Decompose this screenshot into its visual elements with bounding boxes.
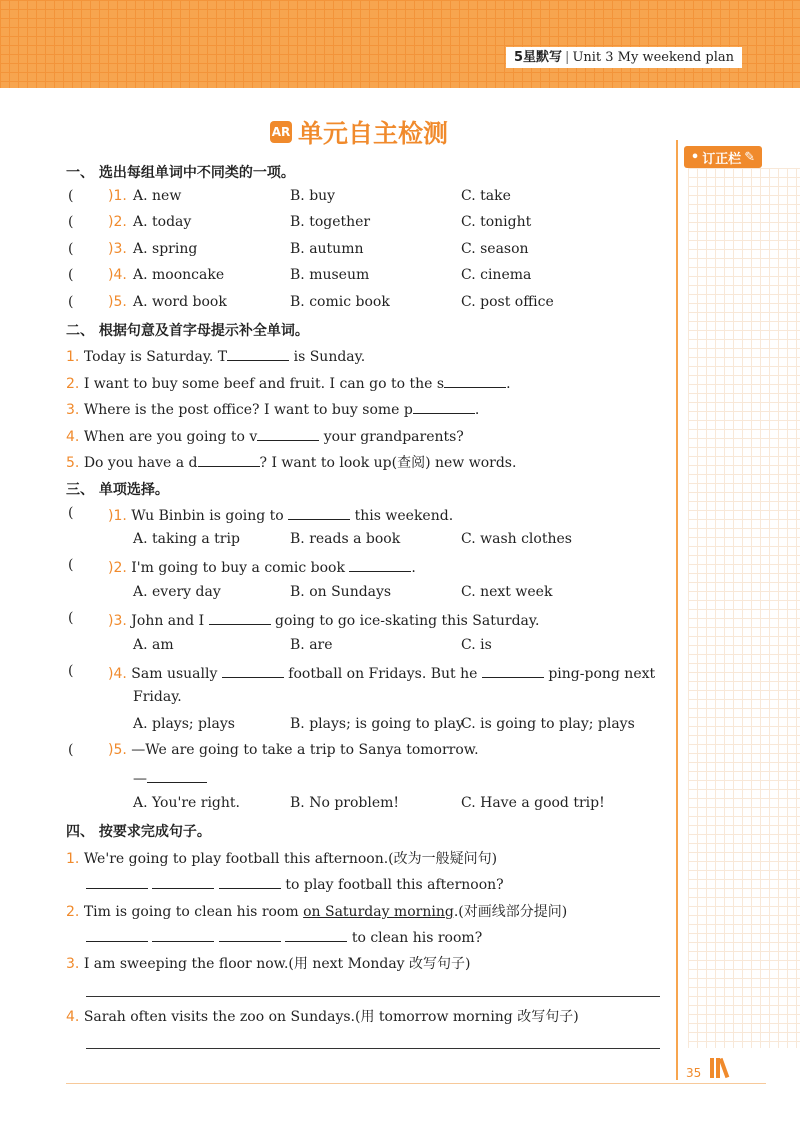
question-text: your grandparents?: [319, 429, 464, 445]
option-c: C. is going to play; plays: [461, 716, 635, 732]
question-text: When are you going to v: [83, 429, 258, 445]
question-text: Do you have a d: [83, 455, 198, 471]
answer-paren: (: [68, 505, 74, 521]
section-4-heading: 四、 按要求完成句子。: [66, 824, 211, 840]
correction-grid: [688, 168, 800, 1048]
option-b: B. No problem!: [290, 795, 400, 811]
answer-blank[interactable]: [152, 927, 214, 942]
question-text: Sam usually: [131, 666, 218, 682]
question-stem: [66, 848, 497, 868]
question-text: We're going to play football this afternoon.(改为一般疑问句): [83, 851, 498, 867]
question-number: 1.: [66, 851, 80, 867]
option-b: B. buy: [290, 188, 336, 204]
answer-paren: (: [68, 188, 74, 204]
option-b: B. on Sundays: [290, 584, 392, 600]
header-unit: Unit 3 My weekend plan: [572, 50, 734, 65]
question-text: Where is the post office? I want to buy some p: [83, 402, 413, 418]
option-c: C. is: [461, 637, 492, 653]
answer-blank[interactable]: [349, 557, 411, 572]
answer-line-row: [86, 927, 482, 946]
option-c: C. wash clothes: [461, 531, 572, 547]
question-stem: [66, 901, 567, 921]
question-number: )4.: [108, 267, 127, 283]
question-text: to clean his room?: [351, 930, 483, 946]
part2-q3: [66, 399, 479, 418]
option-a: A. every day: [133, 584, 221, 600]
question-text: is Sunday.: [289, 349, 366, 365]
question-number: 4.: [66, 1009, 80, 1025]
answer-paren: (: [68, 241, 74, 257]
question-text: I'm going to buy a comic book: [131, 560, 345, 576]
question-number: 1.: [66, 349, 80, 365]
option-c: C. cinema: [461, 267, 532, 283]
question-number: )3.: [108, 613, 127, 629]
option-c: C. tonight: [461, 214, 532, 230]
answer-line[interactable]: [86, 996, 660, 997]
answer-blank[interactable]: [198, 452, 260, 467]
option-b: B. comic book: [290, 294, 390, 310]
question-text: .(对画线部分提问): [453, 904, 568, 920]
option-b: B. plays; is going to play: [290, 716, 464, 732]
part2-q1: [66, 346, 365, 365]
question-number: )1.: [108, 508, 127, 524]
part2-q2: [66, 373, 511, 392]
option-c: C. season: [461, 241, 529, 257]
answer-blank[interactable]: [219, 874, 281, 889]
section-2-heading: 二、 根据句意及首字母提示补全单词。: [66, 323, 309, 339]
answer-paren: (: [68, 610, 74, 626]
question-text: I want to buy some beef and fruit. I can go to the s: [83, 376, 445, 392]
question-number: )2.: [108, 214, 127, 230]
question-stem: [108, 505, 453, 524]
question-text: Sarah often visits the zoo on Sundays.(用 tomorrow morning 改写句子): [83, 1009, 579, 1025]
question-stem: [66, 953, 471, 973]
question-text: John and I: [131, 613, 205, 629]
question-number: 2.: [66, 376, 80, 392]
answer-paren: (: [68, 294, 74, 310]
correction-divider: [676, 140, 702, 1080]
question-text: Tim is going to clean his room: [83, 904, 304, 920]
correction-tab: • 订正栏 ✎: [684, 146, 762, 168]
question-text: Today is Saturday. T: [83, 349, 228, 365]
option-b: B. together: [290, 214, 371, 230]
question-number: 4.: [66, 429, 80, 445]
correction-label: 订正栏: [702, 151, 742, 167]
question-number: )1.: [108, 188, 127, 204]
option-b: B. autumn: [290, 241, 364, 257]
question-number: 3.: [66, 956, 80, 972]
answer-blank[interactable]: [227, 346, 289, 361]
question-text: .: [411, 560, 416, 576]
answer-blank[interactable]: [285, 927, 347, 942]
reply-line: [133, 768, 207, 787]
question-text: to play football this afternoon?: [285, 877, 504, 893]
answer-blank[interactable]: [444, 373, 506, 388]
part2-q4: [66, 426, 464, 445]
question-number: )5.: [108, 742, 127, 758]
option-a: A. plays; plays: [133, 716, 235, 732]
books-icon: [710, 1058, 726, 1078]
answer-paren: (: [68, 663, 74, 679]
option-c: C. Have a good trip!: [461, 795, 605, 811]
header-tag: 5星默写 | Unit 3 My weekend plan: [506, 47, 742, 68]
answer-blank[interactable]: [86, 927, 148, 942]
page-number: 35: [686, 1066, 702, 1080]
answer-line-row: [86, 874, 504, 893]
ar-logo-icon: AR: [270, 121, 292, 143]
answer-blank[interactable]: [482, 663, 544, 678]
option-a: A. spring: [133, 241, 198, 257]
question-number: 2.: [66, 904, 80, 920]
option-b: B. reads a book: [290, 531, 401, 547]
reply-dash: —: [133, 771, 147, 787]
answer-paren: (: [68, 214, 74, 230]
header-brand: 5星默写: [514, 50, 563, 65]
answer-paren: (: [68, 557, 74, 573]
option-c: C. take: [461, 188, 511, 204]
section-3-heading: 三、 单项选择。: [66, 482, 169, 498]
underlined-phrase: on Saturday morning: [303, 904, 454, 920]
option-c: C. next week: [461, 584, 553, 600]
part2-q5: [66, 452, 516, 472]
question-stem: [108, 610, 539, 629]
question-number: )5.: [108, 294, 127, 310]
page-title-area: [270, 114, 448, 150]
answer-blank[interactable]: [413, 399, 475, 414]
question-text: football on Fridays. But he: [288, 666, 478, 682]
question-number: 5.: [66, 455, 80, 471]
question-stem: [108, 663, 655, 682]
answer-blank[interactable]: [288, 505, 350, 520]
option-a: A. today: [133, 214, 192, 230]
question-number: )3.: [108, 241, 127, 257]
pencil-icon: ✎: [744, 149, 756, 165]
answer-blank[interactable]: [152, 874, 214, 889]
option-a: A. new: [133, 188, 182, 204]
question-text: .: [506, 376, 511, 392]
option-a: A. am: [133, 637, 174, 653]
question-stem: [108, 557, 416, 576]
option-a: A. taking a trip: [133, 531, 240, 547]
question-text: ping-pong next: [548, 666, 656, 682]
question-number: 3.: [66, 402, 80, 418]
question-text: this weekend.: [354, 508, 454, 524]
question-stem: [108, 742, 479, 758]
footer-divider: [66, 1083, 766, 1084]
page-title: 单元自主检测: [298, 119, 449, 148]
answer-blank[interactable]: [147, 768, 207, 783]
option-a: A. word book: [133, 294, 227, 310]
question-text-continued: Friday.: [133, 689, 182, 705]
option-b: B. museum: [290, 267, 370, 283]
answer-paren: (: [68, 267, 74, 283]
answer-blank[interactable]: [257, 426, 319, 441]
section-1-heading: 一、 选出每组单词中不同类的一项。: [66, 165, 295, 181]
answer-paren: (: [68, 742, 74, 758]
option-b: B. are: [290, 637, 333, 653]
option-c: C. post office: [461, 294, 554, 310]
question-text: ? I want to look up(查阅) new words.: [259, 455, 517, 471]
option-a: A. mooncake: [133, 267, 225, 283]
question-text: I am sweeping the floor now.(用 next Monday 改写句子): [83, 956, 471, 972]
answer-blank[interactable]: [219, 927, 281, 942]
answer-blank[interactable]: [209, 610, 271, 625]
answer-blank[interactable]: [86, 874, 148, 889]
question-text: going to go ice-skating this Saturday.: [275, 613, 540, 629]
question-number: )4.: [108, 666, 127, 682]
question-number: )2.: [108, 560, 127, 576]
question-text: —We are going to take a trip to Sanya tomorrow.: [131, 742, 479, 758]
question-text: Wu Binbin is going to: [131, 508, 284, 524]
question-text: .: [474, 402, 480, 418]
answer-line[interactable]: [86, 1048, 660, 1049]
option-a: A. You're right.: [133, 795, 240, 811]
answer-blank[interactable]: [222, 663, 284, 678]
header-band: [0, 0, 800, 88]
question-stem: [66, 1006, 579, 1026]
